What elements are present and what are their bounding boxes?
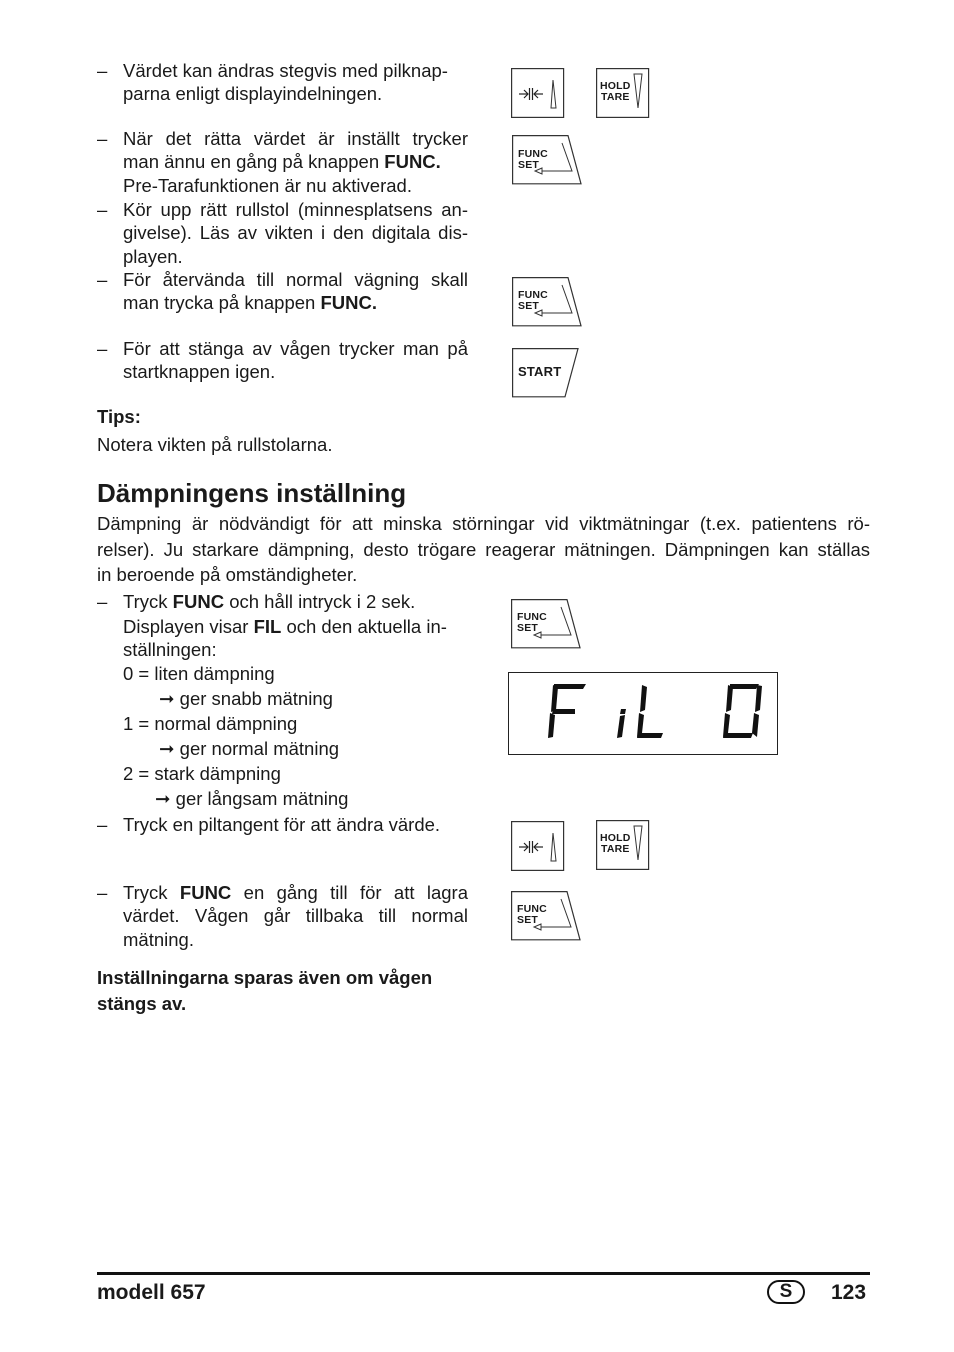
instruction-line: För återvända till normal vägning skall	[123, 269, 468, 290]
step-line	[123, 881, 468, 904]
damping-step: Tryck en piltangent för att ändra värde.	[123, 814, 441, 835]
note-line: stängs av.	[97, 993, 187, 1014]
step-line: mätning.	[123, 928, 194, 950]
option-result-text: ger snabb mätning	[179, 688, 333, 709]
bullet-dash: –	[97, 269, 108, 290]
func-set-button	[512, 135, 576, 185]
page-number: 123	[831, 1281, 867, 1304]
intro-line: in beroende på omständigheter.	[97, 564, 358, 586]
bullet-dash: –	[97, 814, 108, 835]
func-keyword: FUNC.	[320, 292, 377, 314]
func-label: FUNC	[518, 148, 548, 160]
arrow-key-icon	[511, 68, 565, 118]
instruction-line: startknappen igen.	[123, 361, 276, 383]
intro-paragraph	[97, 511, 870, 588]
arrow-right-icon: ➞	[155, 788, 171, 809]
instruction-step	[123, 127, 468, 197]
option-result	[159, 687, 333, 710]
lcd-display	[508, 672, 778, 755]
arrow-key-icon	[511, 821, 565, 871]
fil-keyword: FIL	[253, 616, 282, 637]
func-label: FUNC	[517, 611, 547, 623]
step-text: en gång till för att lagra	[231, 882, 469, 903]
bullet-dash: –	[97, 60, 108, 81]
save-note	[97, 965, 432, 1017]
option-result	[155, 787, 348, 810]
tare-label: TARE	[601, 843, 630, 855]
hold-label: HOLD	[600, 80, 631, 92]
func-label: FUNC	[518, 289, 548, 301]
instruction-step	[123, 198, 468, 268]
hold-label: HOLD	[600, 832, 631, 844]
func-keyword: FUNC.	[384, 151, 441, 173]
intro-line: Dämpning är nödvändigt för att minska störningar vid viktmätningar (t.ex. patientens rö-	[97, 513, 870, 534]
note-line: Inställningarna sparas även om vågen	[97, 967, 433, 988]
model-name: modell 657	[97, 1281, 206, 1304]
instruction-line: För att stänga av vågen trycker man på	[123, 338, 468, 359]
step-text: och den aktuella in-	[281, 616, 447, 637]
func-set-button	[511, 891, 575, 941]
arrow-key-button	[511, 821, 575, 871]
instruction-line: playen.	[123, 245, 183, 267]
instruction-line: Värdet kan ändras stegvis med pilknap-	[123, 60, 448, 81]
option-label: 2 = stark dämpning	[123, 763, 281, 784]
instruction-line: Pre-Tarafunktionen är nu aktiverad.	[123, 174, 412, 196]
instruction-line: givelse). Läs av vikten i den digitala dis-	[123, 222, 468, 244]
func-set-button	[512, 277, 576, 327]
step-text: och håll intryck i 2 sek.	[224, 591, 416, 612]
hold-tare-button	[596, 68, 660, 118]
set-label: SET	[518, 300, 540, 312]
section-heading: Dämpningens inställning	[97, 478, 407, 508]
bullet-dash: –	[97, 128, 108, 149]
func-label: FUNC	[517, 903, 547, 915]
step-line	[123, 615, 473, 638]
set-label: SET	[518, 159, 540, 171]
step-line: värdet. Vågen går tillbaka till normal	[123, 905, 468, 927]
damping-step	[123, 590, 473, 661]
option-label: 0 = liten dämpning	[123, 663, 275, 684]
lcd-segments	[509, 673, 777, 753]
instruction-line: När det rätta värdet är inställt trycker	[123, 128, 468, 149]
intro-line: relser). Ju starkare dämpning, desto trögare reagerar mätningen. Dämpningen kan ställas	[97, 538, 870, 560]
language-badge: S	[767, 1280, 805, 1304]
instruction-line	[123, 150, 468, 173]
bullet-dash: –	[97, 882, 108, 903]
bullet-dash: –	[97, 338, 108, 359]
arrow-right-icon: ➞	[159, 688, 175, 709]
func-keyword: FUNC	[172, 591, 225, 612]
step-line: ställningen:	[123, 639, 217, 660]
step-line	[123, 590, 473, 613]
option-result-text: ger långsam mätning	[175, 788, 349, 809]
start-button	[512, 348, 576, 398]
arrow-key-button	[511, 68, 575, 118]
tare-label: TARE	[601, 91, 630, 103]
bullet-dash: –	[97, 591, 108, 612]
instruction-line	[123, 291, 468, 314]
instruction-text: man ännu en gång på knappen	[123, 151, 385, 173]
tips-label: Tips:	[97, 406, 141, 427]
start-label: START	[518, 364, 562, 379]
set-label: SET	[517, 914, 539, 926]
set-label: SET	[517, 622, 539, 634]
damping-step	[123, 881, 468, 951]
option-result-text: ger normal mätning	[179, 738, 340, 759]
bullet-dash: –	[97, 199, 108, 220]
hold-tare-button	[596, 820, 660, 870]
arrow-right-icon: ➞	[159, 738, 175, 759]
tips-text: Notera vikten på rullstolarna.	[97, 434, 333, 455]
option-result	[159, 737, 339, 760]
func-set-button	[511, 599, 575, 649]
instruction-line: parna enligt displayindelningen.	[123, 83, 383, 105]
instruction-step	[123, 268, 468, 315]
func-keyword: FUNC	[179, 882, 232, 903]
instruction-text: man trycka på knappen	[123, 292, 321, 314]
instruction-step	[123, 337, 468, 384]
step-text: Tryck	[123, 591, 173, 612]
footer-divider	[97, 1272, 870, 1275]
option-label: 1 = normal dämpning	[123, 713, 298, 734]
step-text: Displayen visar	[123, 616, 254, 637]
instruction-step	[123, 59, 468, 106]
step-text: Tryck	[123, 882, 180, 903]
instruction-line: Kör upp rätt rullstol (minnesplatsens an-	[123, 199, 468, 220]
